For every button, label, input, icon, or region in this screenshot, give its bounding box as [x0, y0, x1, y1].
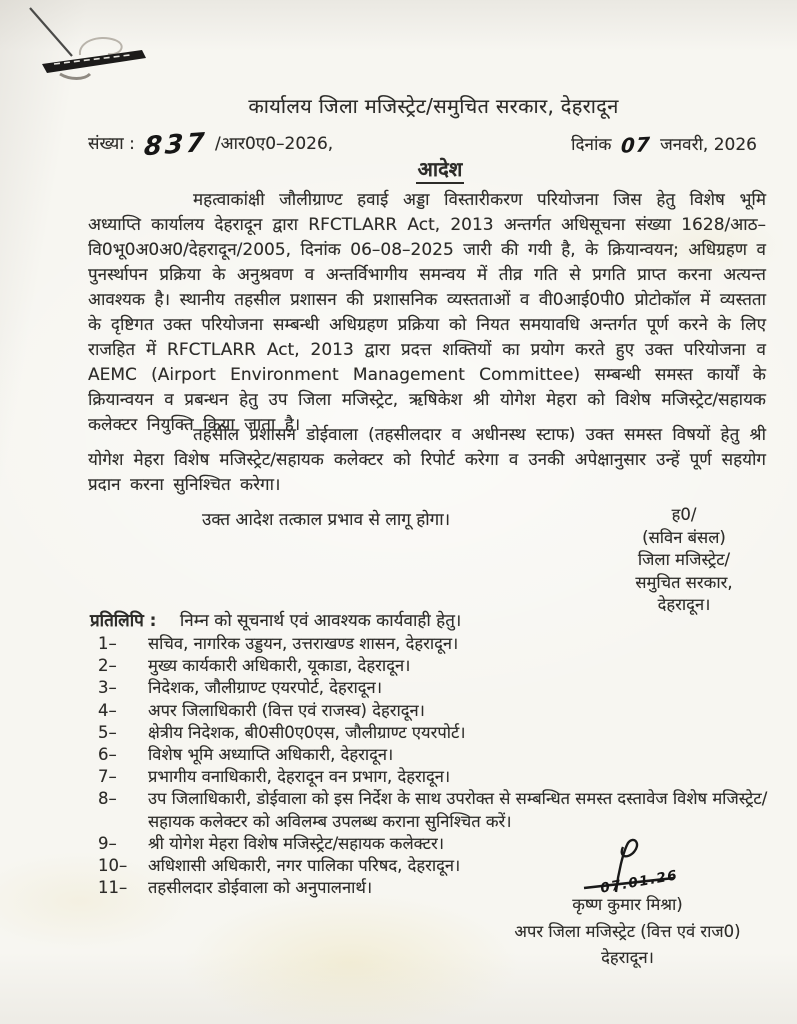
item-text: प्रभागीय वनाधिकारी, देहरादून वन प्रभाग, देहरादून। — [148, 767, 451, 787]
signature-block-primary — [598, 504, 770, 617]
item-text: मुख्य कार्यकारी अधिकारी, यूकाडा, देहरादून। — [148, 656, 411, 676]
date-day-handwritten: 07 — [620, 132, 652, 158]
list-item — [98, 722, 770, 744]
item-number: 7– — [98, 767, 117, 787]
list-item — [98, 766, 770, 788]
body-paragraph-2: तहसील प्रशासन डोईवाला (तहसीलदार व अधीनस्थ स्टाफ) उक्त समस्त विषयों हेतु श्री योगेश मेहरा विशेष मजिस्ट्रेट/सहायक कलेक्टर को रिपोर्ट करेगा व उनकी अपेक्षानुसार उन्हें पूर्ण सहयोग प्रदान करना सुनिश्चित करेगा। — [88, 425, 766, 495]
body-paragraph-1: महत्वाकांक्षी जौलीग्राण्ट हवाई अड्डा विस्तारीकरण परियोजना जिस हेतु विशेष भूमि अध्याप्ति कार्यालय देहरादून द्वारा RFCTLARR Act, 2013 अन्तर्गत अधिसूचना संख्या 1628/आठ–वि0भू0अ0अ0/देहरादून/2005, दिनांक 06–08–2025 जारी की गयी है, के क्रियान्वयन; अधिग्रहण व पुनर्स्थापन प्रक्रिया के अनुश्रवण व अन्तर्विभागीय समन्वय में तीव्र गति से प्रगति प्राप्त करना अत्यन्त आवश्यक है। स्थानीय तहसील प्रशासन की प्रशासनिक व्यस्तताओं व वी0आई0पी0 प्रोटोकॉल में व्यस्तता के दृष्टिगत उक्त परियोजना सम्बन्धी अधिग्रहण प्रक्रिया को नियत समयावधि अन्तर्गत पूर्ण करने के लिए राजहित में RFCTLARR Act, 2013 द्वारा प्रदत्त शक्तियों का प्रयोग करते हुए उक्त परियोजना व AEMC (Airport Environment Management Committee) सम्बन्धी समस्त कार्यों के क्रियान्वयन व प्रबन्धन हेतु उप जिला मजिस्ट्रेट, ऋषिकेश श्री योगेश मेहरा को विशेष मजिस्ट्रेट/सहायक कलेक्टर नियुक्ति किया जाता है। — [88, 190, 766, 435]
item-text: अपर जिलाधिकारी (वित्त एवं राजस्व) देहरादून। — [148, 700, 425, 720]
signature-block-secondary — [455, 892, 797, 972]
list-item — [98, 633, 770, 655]
item-number: 6– — [98, 745, 117, 765]
office-title: कार्यालय जिला मजिस्ट्रेट/समुचित सरकार, देहरादून — [248, 94, 619, 118]
item-number: 3– — [98, 678, 117, 698]
item-text: निदेशक, जौलीग्राण्ट एयरपोर्ट, देहरादून। — [148, 678, 382, 698]
item-number: 9– — [98, 833, 117, 853]
copies-label: प्रतिलिपि : — [90, 611, 157, 631]
ref-suffix: /आर0ए0–2026, — [214, 134, 334, 154]
list-item — [98, 677, 770, 699]
ref-number-handwritten: 837 — [143, 127, 209, 163]
copies-intro: निम्न को सूचनार्थ एवं आवश्यक कार्यवाही हेतु। — [179, 611, 462, 631]
signatory-designation-2: समुचित सरकार, — [635, 572, 733, 592]
item-text: विशेष भूमि अध्याप्ति अधिकारी, देहरादून। — [148, 745, 394, 765]
item-number: 4– — [98, 700, 117, 720]
item-text: तहसीलदार डोईवाला को अनुपालनार्थ। — [148, 878, 373, 898]
signatory2-designation: अपर जिला मजिस्ट्रेट (वित्त एवं राज0) — [514, 921, 741, 941]
ref-label: संख्या : — [88, 134, 135, 154]
order-heading: आदेश — [120, 155, 760, 182]
staple-pen-mark — [20, 0, 160, 95]
item-text: सचिव, नागरिक उड्डयन, उत्तराखण्ड शासन, देहरादून। — [148, 634, 459, 653]
item-number: 10– — [98, 856, 128, 876]
list-item — [98, 744, 770, 766]
signatory2-place: देहरादून। — [601, 948, 654, 967]
sign-abbrev: ह0/ — [671, 505, 697, 524]
copies-heading — [90, 608, 461, 631]
item-number: 11– — [98, 878, 128, 898]
item-text: श्री योगेश मेहरा विशेष मजिस्ट्रेट/सहायक कलेक्टर। — [148, 833, 444, 853]
list-item — [98, 700, 770, 722]
signatory-name: (सविन बंसल) — [642, 527, 726, 547]
item-text: अधिशासी अधिकारी, नगर पालिका परिषद, देहरादून। — [148, 856, 461, 876]
date-line — [571, 132, 757, 157]
item-text: क्षेत्रीय निदेशक, बी0सी0ए0एस, जौलीग्राण्ट एयरपोर्ट। — [148, 722, 466, 742]
item-number: 2– — [98, 656, 117, 676]
list-item — [98, 655, 770, 677]
date-rest: जनवरी, 2026 — [660, 135, 757, 155]
list-item — [98, 788, 770, 832]
signatory-designation-1: जिला मजिस्ट्रेट/ — [637, 550, 731, 569]
handwritten-date: 07.01.26 — [599, 867, 680, 897]
effect-line: उक्त आदेश तत्काल प्रभाव से लागू होगा। — [202, 510, 451, 530]
item-number: 5– — [98, 722, 117, 742]
date-label: दिनांक — [571, 135, 612, 155]
signatory-place: देहरादून। — [657, 595, 711, 614]
item-number: 8– — [98, 789, 117, 809]
signatory2-name: कृष्ण कुमार मिश्रा) — [572, 895, 683, 914]
item-number: 1– — [98, 634, 117, 653]
item-text: उप जिलाधिकारी, डोईवाला को इस निर्देश के साथ उपरोक्त से सम्बन्धित समस्त दस्तावेज विशेष मजिस्ट्रेट/सहायक कलेक्टर को अविलम्ब उपलब्ध कराना सुनिश्चित करें। — [148, 789, 768, 831]
